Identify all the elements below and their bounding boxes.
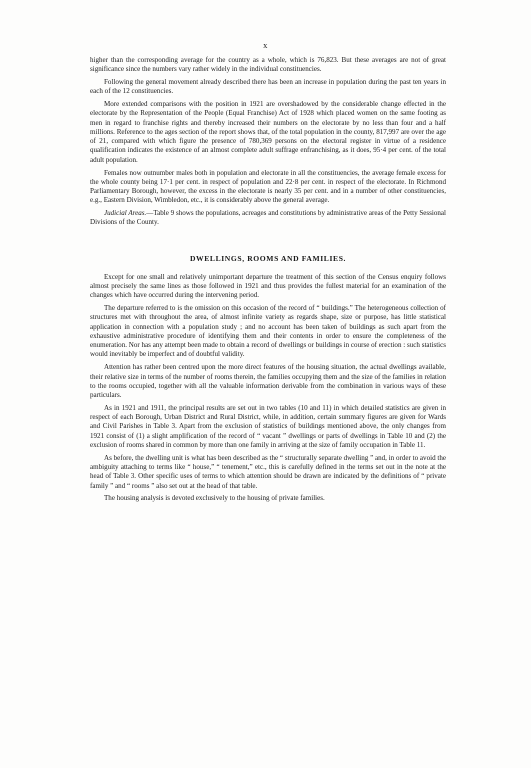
paragraph-population-increase: Following the general movement already described there has been an increase in population during the past ten years in each of the 12 constituencies. (90, 78, 446, 96)
paragraph-private-families: The housing analysis is devoted exclusively to the housing of private families. (104, 494, 325, 503)
paragraph-continuation: higher than the corresponding average for the country as a whole, which is 76,823. But these averages are not of great significance since the numbers vary rather widely in the individual constituencies. (90, 56, 446, 74)
paragraph-housing-features: Attention has rather been centred upon the more direct features of the housing situation, the actual dwellings available, their relative size in terms of the number of rooms therein, the families occupying them and the size of the families in relation to the rooms occupied, together with all the valuable information derivable from the combination in various ways of these particulars. (90, 363, 446, 400)
page-number: x (263, 40, 268, 50)
paragraph-judicial-areas (90, 209, 446, 228)
paragraph-dwelling-unit: As before, the dwelling unit is what has been described as the “ structurally separate dwelling ” and, in order to avoid the ambiguity attaching to terms like “ house,” “ tenement,” etc., this is carefully defined in the terms set out in the note at the head of Table 3. Other specific uses of terms to which attention should be drawn are indicated by the definitions of “ private family ” and “ rooms ” also set out at the head of that table. (90, 453, 446, 490)
paragraph-buildings-omission: The departure referred to is the omission on this occasion of the record of “ buildings.” The heterogeneous collection of structures met with throughout the area, of almost infinite variety as regards shape, size or purpose, has little statistical application in connection with a population study ; and no account has been taken of buildings as such apart from the exhaustive administrative procedure of identifying them and their contents in order to ensure the completeness of the enumeration. Nor has any attempt been made to obtain a record of dwellings or buildings in course of erection : such statistics would inevitably be imperfect and of doubtful validity. (90, 304, 446, 359)
paragraph-franchise-comparison: More extended comparisons with the position in 1921 are overshadowed by the considerable change effected in the electorate by the Representation of the People (Equal Franchise) Act of 1928 which placed women on the same footing as men in regard to franchise rights and thereby increased their numbers on the electorate by no less than four and a half millions. Reference to the ages section of the report shows that, of the total population in the county, 817,997 are over the age of 21, compared with which figure the presence of 780,369 persons on the electoral register in virtue of a residence qualification indicates the existence of an almost complete adult suffrage enfranchising, as it does, 95·4 per cent. of the total adult population. (90, 100, 446, 164)
judicial-areas-label: Judicial Areas. (104, 209, 147, 218)
paragraph-census-treatment: Except for one small and relatively unimportant departure the treatment of this section of the Census enquiry follows almost precisely the same lines as those followed in 1921 and thus provides the fullest material for an examination of the changes which have occurred during the intervening period. (90, 272, 446, 300)
judicial-areas-text: —Table 9 shows the populations, acreages and constitutions by administrative areas of the Petty Sessional Divisions of the County. (90, 209, 446, 227)
paragraph-female-excess: Females now outnumber males both in population and electorate in all the constituencies, the average female excess for the whole county being 17·1 per cent. in respect of population and 22·8 per cent. in respect of the electorate. In Richmond Parliamentary Borough, however, the excess in the electorate is nearly 35 per cent. and in a number of other constituencies, e.g., Eastern Division, Wimbledon, etc., it is considerably above the general average. (90, 168, 446, 205)
body-text (90, 56, 446, 507)
paragraph-principal-results: As in 1921 and 1911, the principal results are set out in two tables (10 and 11) in which detailed statistics are given in respect of each Borough, Urban District and Rural District, while, in addition, certain summary figures are given for Wards and Civil Parishes in Table 3. Apart from the exclusion of statistics of buildings mentioned above, the only changes from 1921 consist of (1) a slight amplification of the record of “ vacant ” dwellings or parts of dwellings in Table 10 and (2) the exclusion of rooms shared in common by more than one family in arriving at the size of family occupation in Table 11. (90, 403, 446, 449)
section-heading: DWELLINGS, ROOMS AND FAMILIES. (189, 253, 347, 263)
